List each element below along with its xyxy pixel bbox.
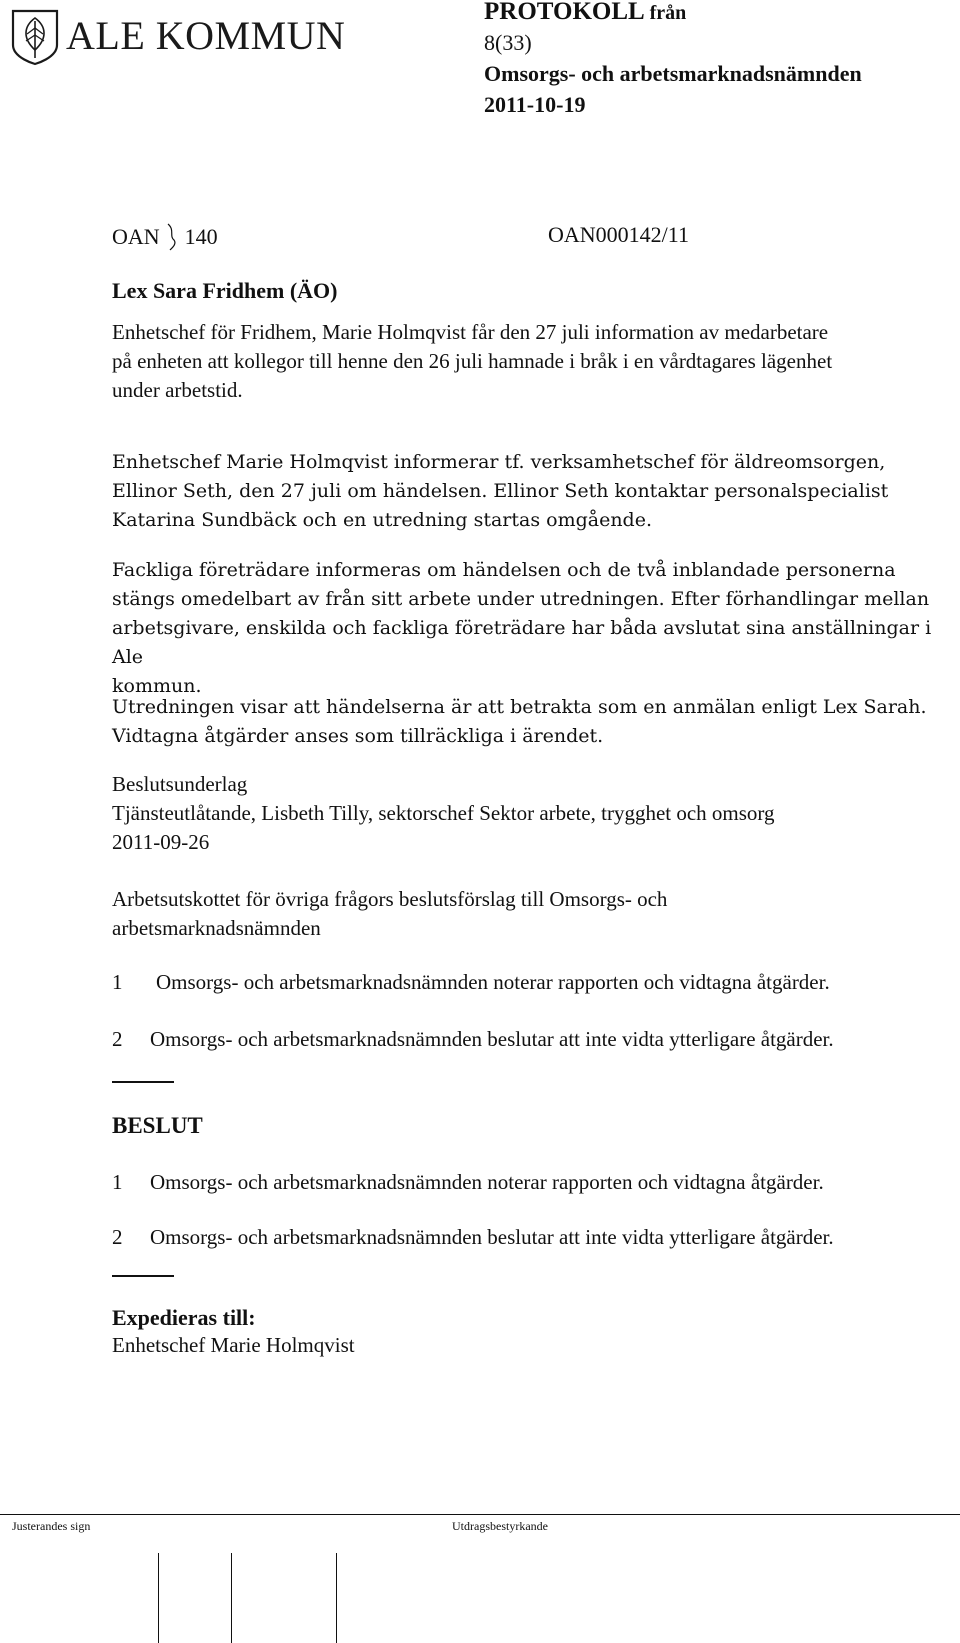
decision-item	[112, 1170, 824, 1195]
item-number: 2	[112, 1225, 123, 1249]
item-number: 2	[112, 1027, 123, 1051]
text-line: Fackliga företrädare informeras om händelsen och de två inblandade personerna	[112, 559, 896, 581]
case-code: OAN	[112, 224, 160, 249]
case-num: 140	[184, 224, 218, 249]
decision-heading: BESLUT	[112, 1113, 203, 1138]
case-number	[112, 222, 218, 252]
text-line: kommun.	[112, 675, 202, 697]
leaf-icon	[10, 8, 60, 66]
item-number: 1	[112, 1170, 123, 1194]
logo-text: ALE KOMMUN	[66, 13, 346, 58]
proposal-intro	[112, 885, 942, 943]
basis-section	[112, 770, 942, 857]
basis-heading: Beslutsunderlag	[112, 772, 248, 796]
text-line: arbetsgivare, enskilda och fackliga företrädare har båda avslutat sina anställningar i Ale	[112, 617, 932, 668]
paragraph-4	[112, 693, 942, 751]
proposal-item	[112, 1027, 834, 1052]
text-line: Enhetschef för Fridhem, Marie Holmqvist får den 27 juli information av medarbetare	[112, 320, 829, 344]
text-line: under arbetstid.	[112, 378, 243, 402]
document-type-label: PROTOKOLL	[484, 0, 644, 25]
decision-item	[112, 1225, 834, 1250]
board-name: Omsorgs- och arbetsmarknadsnämnden	[484, 61, 862, 86]
text-line: stängs omedelbart av från sitt arbete under utredningen. Efter förhandlingar mellan	[112, 588, 930, 610]
sign-box-line	[336, 1553, 337, 1643]
text-line: Arbetsutskottet för övriga frågors beslutsförslag till Omsorgs- och	[112, 887, 668, 911]
text-line: arbetsmarknadsnämnden	[112, 916, 321, 940]
item-text: Omsorgs- och arbetsmarknadsnämnden noterar rapporten och vidtagna åtgärder.	[150, 1170, 824, 1194]
item-text: Omsorgs- och arbetsmarknadsnämnden noterar rapporten och vidtagna åtgärder.	[156, 970, 830, 994]
paragraph-1	[112, 318, 942, 405]
footer-divider	[0, 1514, 960, 1515]
text-line: Ellinor Seth, den 27 juli om händelsen. Ellinor Seth kontaktar personalspecialist	[112, 480, 889, 502]
sign-box-line	[158, 1553, 159, 1643]
item-text: Omsorgs- och arbetsmarknadsnämnden beslutar att inte vidta ytterligare åtgärder.	[150, 1225, 834, 1249]
text-line: Utredningen visar att händelserna är att betrakta som en anmälan enligt Lex Sarah.	[112, 696, 927, 718]
text-line: Enhetschef Marie Holmqvist informerar tf. verksamhetschef för äldreomsorgen,	[112, 451, 886, 473]
item-text: Omsorgs- och arbetsmarknadsnämnden beslutar att inte vidta ytterligare åtgärder.	[150, 1027, 834, 1051]
proposal-item	[112, 970, 830, 995]
item-number: 1	[112, 970, 123, 994]
page-number: 8(33)	[484, 30, 532, 55]
paragraph-3	[112, 556, 942, 701]
sign-box-line	[231, 1553, 232, 1643]
sign-label: Justerandes sign	[12, 1519, 91, 1533]
expedition-heading: Expedieras till:	[112, 1305, 256, 1330]
document-type-suffix: från	[649, 2, 687, 24]
text-line: Tjänsteutlåtande, Lisbeth Tilly, sektorschef Sektor arbete, trygghet och omsorg	[112, 801, 775, 825]
case-title: Lex Sara Fridhem (ÄO)	[112, 278, 338, 303]
document-type	[484, 0, 686, 29]
text-line: Vidtagna åtgärder anses som tillräckliga i ärendet.	[112, 725, 604, 747]
divider	[112, 1081, 174, 1083]
meeting-date: 2011-10-19	[484, 92, 586, 117]
text-line: på enheten att kollegor till henne den 26 juli hamnade i bråk i en vårdtagares lägenhet	[112, 349, 833, 373]
paragraph-2	[112, 448, 942, 535]
text-line: Katarina Sundbäck och en utredning startas omgående.	[112, 509, 652, 531]
divider	[112, 1275, 174, 1277]
expedition-recipient: Enhetschef Marie Holmqvist	[112, 1333, 355, 1357]
excerpt-label: Utdragsbestyrkande	[452, 1519, 548, 1533]
text-line: 2011-09-26	[112, 830, 210, 854]
diary-number: OAN000142/11	[548, 222, 689, 247]
section-mark-icon	[165, 222, 179, 252]
